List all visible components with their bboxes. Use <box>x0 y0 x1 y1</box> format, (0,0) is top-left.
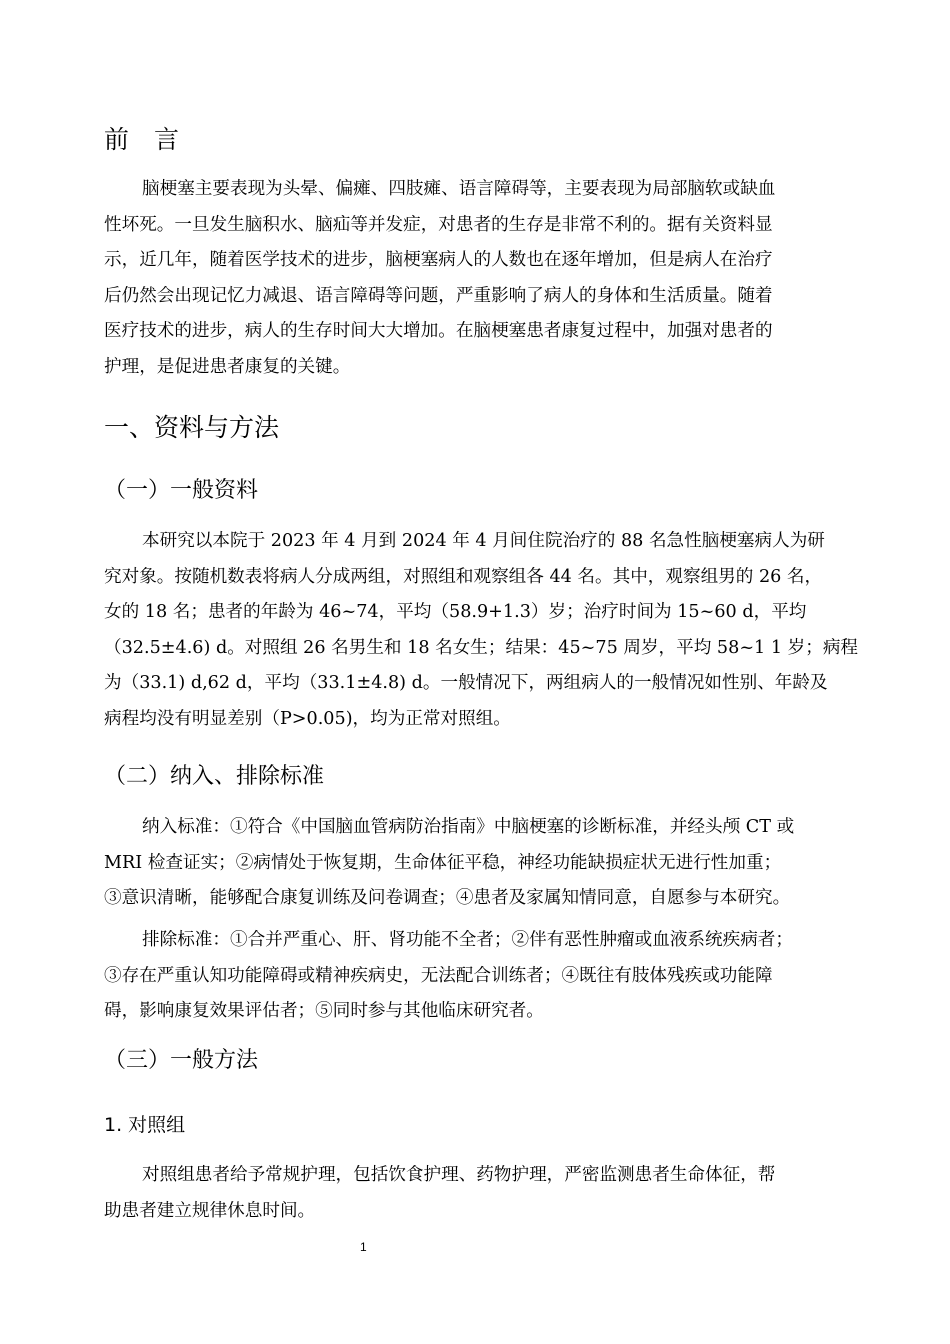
text-line: 究对象。按随机数表将病人分成两组，对照组和观察组各 44 名。其中，观察组男的 26 名， <box>104 566 823 587</box>
preface-heading: 前 言 <box>104 125 180 154</box>
page-number: 1 <box>360 1240 367 1254</box>
text-line: 女的 18 名；患者的年龄为 46~74，平均（58.9+1.3）岁；治疗时间为 15~60 d，平均 <box>104 602 807 622</box>
text-line: 为（33.1) d,62 d，平均（33.1±4.8) d。一般情况下，两组病人的一般情况如性别、年龄及 <box>104 673 828 693</box>
text-line: 对照组患者给予常规护理，包括饮食护理、药物护理，严密监测患者生命体征，帮 <box>142 1165 776 1185</box>
text-line: 碍，影响康复效果评估者；⑤同时参与其他临床研究者。 <box>104 1001 544 1021</box>
text-line: 示，近几年，随着医学技术的进步，脑梗塞病人的人数也在逐年增加，但是病人在治疗 <box>104 250 773 270</box>
text-line: 后仍然会出现记忆力减退、语言障碍等问题，严重影响了病人的身体和生活质量。随着 <box>104 285 773 306</box>
section-heading-materials-methods: 一、资料与方法 <box>104 413 280 442</box>
text-line: 性坏死。一旦发生脑积水、脑疝等并发症，对患者的生存是非常不利的。据有关资料显 <box>104 214 773 235</box>
text-line: 纳入标准：①符合《中国脑血管病防治指南》中脑梗塞的诊断标准，并经头颅 CT 或 <box>142 817 795 837</box>
general-data-paragraph <box>104 524 859 737</box>
inclusion-criteria-paragraph <box>104 810 846 917</box>
control-group-paragraph <box>104 1158 846 1229</box>
text-line: （32.5±4.6) d。对照组 26 名男生和 18 名女生；结果：45~75 周岁，平均 58~1 1 岁；病程 <box>104 637 859 658</box>
text-line: MRI 检查证实；②病情处于恢复期，生命体征平稳，神经功能缺损症状无进行性加重； <box>104 852 782 873</box>
subsection-heading-criteria: （二）纳入、排除标准 <box>104 764 325 789</box>
text-line: 脑梗塞主要表现为头晕、偏瘫、四肢瘫、语言障碍等，主要表现为局部脑软或缺血 <box>142 179 776 199</box>
text-line: 助患者建立规律休息时间。 <box>104 1200 316 1221</box>
text-line: 医疗技术的进步，病人的生存时间大大增加。在脑梗塞患者康复过程中，加强对患者的 <box>104 321 773 341</box>
item-heading-control-group: 1. 对照组 <box>104 1114 186 1136</box>
text-line: 本研究以本院于 2023 年 4 月到 2024 年 4 月间住院治疗的 88 名急性脑梗塞病人为研 <box>142 531 825 551</box>
text-line: ③意识清晰，能够配合康复训练及问卷调查；④患者及家属知情同意，自愿参与本研究。 <box>104 888 791 908</box>
preface-paragraph <box>104 172 846 385</box>
text-line: ③存在严重认知功能障碍或精神疾病史，无法配合训练者；④既往有肢体残疾或功能障 <box>104 965 773 986</box>
text-line: 排除标准：①合并严重心、肝、肾功能不全者；②伴有恶性肿瘤或血液系统疾病者； <box>142 930 793 950</box>
text-line: 病程均没有明显差别（P>0.05)，均为正常对照组。 <box>104 708 511 729</box>
text-line: 护理，是促进患者康复的关键。 <box>104 356 351 377</box>
subsection-heading-general-data: （一）一般资料 <box>104 478 259 503</box>
subsection-heading-general-methods: （三）一般方法 <box>104 1048 259 1073</box>
exclusion-criteria-paragraph <box>104 923 846 1030</box>
